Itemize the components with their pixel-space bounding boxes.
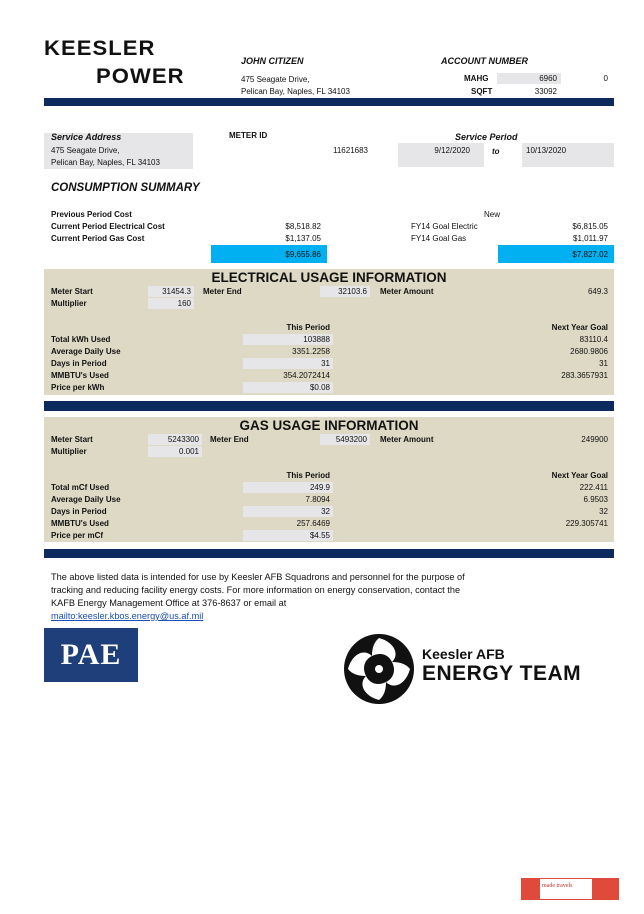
elec-row-goal-3: 283.3657931 (561, 371, 608, 380)
gas-this-period-label: This Period (286, 471, 330, 480)
service-address-label: Service Address (51, 132, 122, 142)
elec-row-label-3: MMBTU's Used (51, 371, 109, 380)
elec-row-label-1: Average Daily Use (51, 347, 121, 356)
mahg-label: MAHG (464, 74, 489, 83)
gas-row-value-1: 7.8094 (305, 495, 330, 504)
goal-elec-label: FY14 Goal Electric (411, 222, 478, 231)
email-link[interactable]: mailto:keesler.kbos.energy@us.af.mil (51, 611, 204, 621)
energy-team-emblem-icon (342, 632, 416, 706)
gas-row-value-3: 257.6469 (296, 519, 330, 528)
gas-row-value-2: 32 (321, 507, 330, 516)
meter-id-value: 11621683 (333, 146, 368, 155)
mahg-value: 6960 (539, 74, 557, 83)
period-to: to (492, 147, 500, 156)
goal-gas-label: FY14 Goal Gas (411, 234, 467, 243)
sqft-value: 33092 (534, 87, 557, 96)
elec-this-period-label: This Period (286, 323, 330, 332)
customer-address-line1: 475 Seagate Drive, (241, 75, 310, 84)
elec-row-value-4: $0.08 (309, 383, 330, 392)
electrical-title: ELECTRICAL USAGE INFORMATION (211, 270, 447, 285)
elec-row-label-4: Price per kWh (51, 383, 105, 392)
elec-row-value-0: 103888 (303, 335, 330, 344)
electrical-divider (44, 401, 614, 411)
goal-gas-value: $1,011.97 (573, 234, 608, 243)
goal-total-value: $7,827.02 (572, 250, 608, 259)
gas-next-year-label: Next Year Goal (551, 471, 608, 480)
new-label: New (484, 210, 501, 219)
gas-row-goal-1: 6.9503 (583, 495, 608, 504)
elec-meter-start: 31454.3 (162, 287, 191, 296)
customer-address-line2: Pelican Bay, Naples, FL 34103 (241, 87, 350, 96)
footer-line2: tracking and reducing facility energy costs. For more information on energy conservation, contact the (51, 585, 461, 595)
elec-multiplier-label: Multiplier (51, 299, 87, 308)
gas-meter-start: 5243300 (167, 435, 199, 444)
customer-name: JOHN CITIZEN (241, 56, 304, 66)
previous-period-label: Previous Period Cost (51, 210, 132, 219)
pae-logo (44, 628, 138, 682)
gas-row-label-1: Average Daily Use (51, 495, 121, 504)
service-period-label: Service Period (455, 132, 518, 142)
gas-multiplier: 0.001 (178, 447, 199, 456)
gas-meter-end: 5493200 (335, 435, 367, 444)
service-address-line2: Pelican Bay, Naples, FL 34103 (51, 158, 160, 167)
elec-row-goal-0: 83110.4 (579, 335, 608, 344)
goal-elec-value: $6,815.05 (572, 222, 608, 231)
elec-cost-value: $8,518.82 (285, 222, 321, 231)
gas-row-value-4: $4.55 (309, 531, 330, 540)
gas-row-goal-2: 32 (599, 507, 608, 516)
period-start: 9/12/2020 (434, 146, 470, 155)
header-divider (44, 98, 614, 106)
gas-row-label-4: Price per mCf (51, 531, 104, 540)
gas-cost-label: Current Period Gas Cost (51, 234, 145, 243)
elec-meter-amount: 649.3 (587, 287, 608, 296)
elec-multiplier: 160 (177, 299, 191, 308)
elec-next-year-label: Next Year Goal (551, 323, 608, 332)
footer-line3: KAFB Energy Management Office at 376-8637 or email at (51, 598, 287, 608)
total-cost-value: $9,655.86 (285, 250, 321, 259)
gas-multiplier-label: Multiplier (51, 447, 87, 456)
team-line2: ENERGY TEAM (422, 662, 582, 685)
gas-row-goal-3: 229.305741 (565, 519, 608, 528)
elec-row-value-3: 354.2072414 (283, 371, 330, 380)
elec-meter-end: 32103.6 (338, 287, 367, 296)
elec-row-goal-1: 2680.9806 (570, 347, 608, 356)
team-line1: Keesler AFB (422, 646, 505, 662)
gas-row-label-3: MMBTU's Used (51, 519, 109, 528)
gas-meter-end-label: Meter End (210, 435, 249, 444)
sqft-label: SQFT (471, 87, 493, 96)
service-address-line1: 475 Seagate Drive, (51, 146, 120, 155)
gas-row-goal-0: 222.411 (579, 483, 608, 492)
elec-meter-end-label: Meter End (203, 287, 242, 296)
elec-cost-label: Current Period Electrical Cost (51, 222, 165, 231)
account-number-label: ACCOUNT NUMBER (441, 56, 528, 66)
gas-divider (44, 549, 614, 558)
elec-row-label-0: Total kWh Used (51, 335, 111, 344)
elec-row-value-2: 31 (321, 359, 330, 368)
gas-meter-amount-label: Meter Amount (380, 435, 434, 444)
elec-row-label-2: Days in Period (51, 359, 107, 368)
company-logo-line1: KEESLER (44, 37, 156, 60)
gas-title: GAS USAGE INFORMATION (239, 418, 419, 433)
consumption-title: CONSUMPTION SUMMARY (51, 182, 200, 194)
pae-logo-text: PAE (60, 638, 122, 671)
stamp-text: made travels (542, 883, 573, 889)
mahg-suffix: 0 (603, 74, 608, 83)
elec-row-value-1: 3351.2258 (292, 347, 330, 356)
elec-row-goal-2: 31 (599, 359, 608, 368)
period-end: 10/13/2020 (526, 146, 567, 155)
gas-cost-value: $1,137.05 (285, 234, 321, 243)
gas-row-value-0: 249.9 (309, 483, 330, 492)
company-logo-line2: POWER (96, 65, 185, 88)
footer-line1: The above listed data is intended for use by Keesler AFB Squadrons and personnel for the purpose of (51, 572, 465, 582)
gas-row-label-0: Total mCf Used (51, 483, 110, 492)
gas-row-label-2: Days in Period (51, 507, 107, 516)
meter-id-label: METER ID (229, 131, 268, 140)
gas-meter-amount: 249900 (581, 435, 608, 444)
watermark-stamp (521, 878, 619, 900)
gas-meter-start-label: Meter Start (51, 435, 93, 444)
elec-meter-amount-label: Meter Amount (380, 287, 434, 296)
elec-meter-start-label: Meter Start (51, 287, 93, 296)
